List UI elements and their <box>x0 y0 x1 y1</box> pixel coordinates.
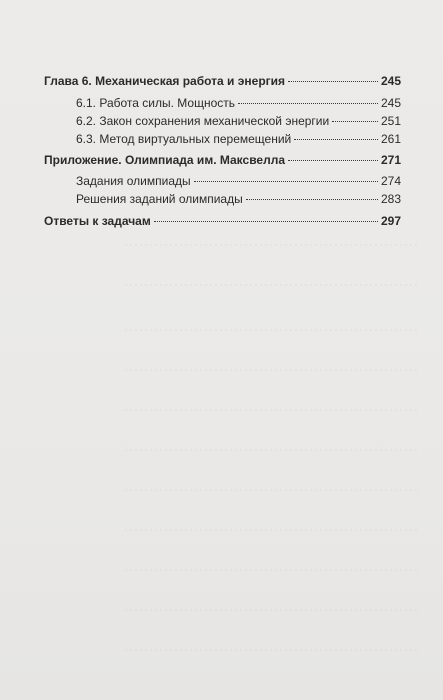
toc-page-number: 261 <box>380 132 401 146</box>
toc-title: Решения заданий олимпиады <box>76 192 243 206</box>
toc-page-number: 245 <box>380 74 401 88</box>
toc-title: Задания олимпиады <box>76 174 191 188</box>
toc-title: Ответы к задачам <box>44 214 151 228</box>
dot-leader <box>294 139 378 140</box>
toc-row-olympiad-tasks <box>44 174 401 190</box>
toc-page-number: 251 <box>380 114 401 128</box>
dot-leader <box>238 103 378 104</box>
dot-leader <box>246 199 378 200</box>
dot-leader <box>194 181 378 182</box>
toc-page-number: 274 <box>380 174 401 188</box>
toc-title: Приложение. Олимпиада им. Максвелла <box>44 153 286 167</box>
dot-leader <box>332 121 378 122</box>
toc-title: 6.2. Закон сохранения механической энергии <box>76 114 330 128</box>
dot-leader <box>288 81 378 82</box>
toc-page-number: 297 <box>380 214 401 228</box>
toc-row-chapter-6 <box>44 74 401 90</box>
toc-page-number: 245 <box>380 96 401 110</box>
toc-title: Глава 6. Механическая работа и энергия <box>44 74 286 88</box>
toc-row-6-1 <box>44 96 401 112</box>
toc-title: 6.3. Метод виртуальных перемещений <box>76 132 292 146</box>
dot-leader <box>154 221 378 222</box>
toc-row-answers <box>44 214 401 230</box>
toc-page-number: 283 <box>380 192 401 206</box>
dot-leader <box>288 160 378 161</box>
toc-row-6-3 <box>44 132 401 148</box>
toc-row-6-2 <box>44 114 401 130</box>
toc-title: 6.1. Работа силы. Мощность <box>76 96 236 110</box>
toc-row-olympiad-solutions <box>44 192 401 208</box>
toc-page-number: 271 <box>380 153 401 167</box>
toc-row-appendix <box>44 153 401 169</box>
